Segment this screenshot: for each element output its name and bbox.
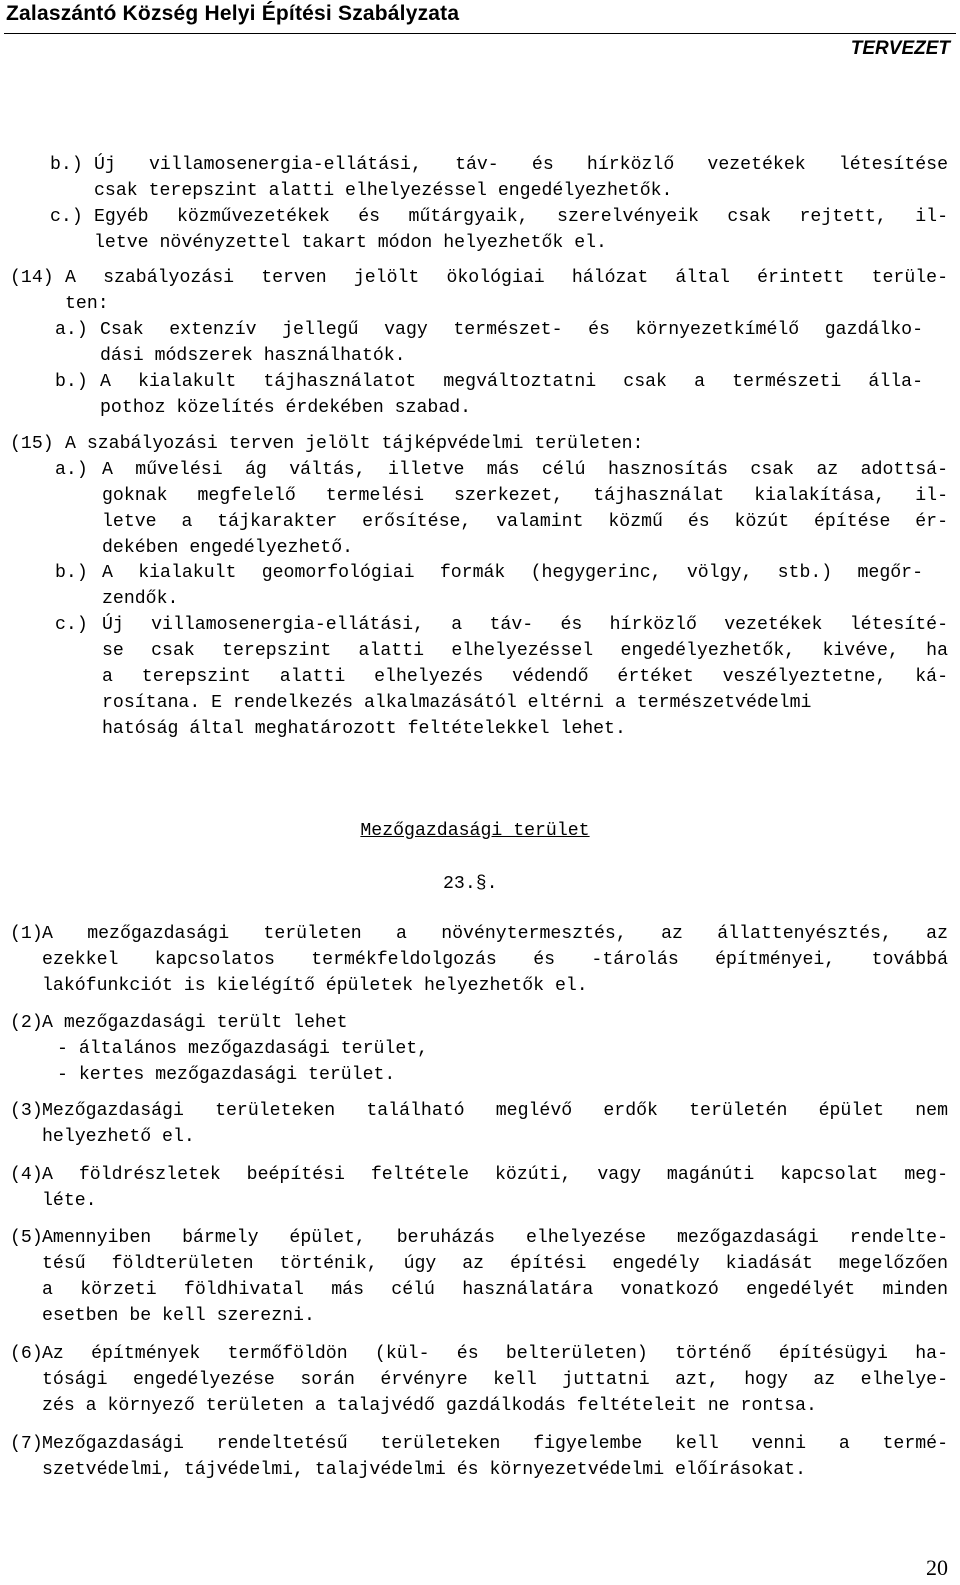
sub-list-item: - kertes mezőgazdasági terület. [57,1065,396,1085]
item-text-line: dekében engedélyezhető. [102,538,354,558]
paragraph-label: (3) [10,1101,43,1121]
paragraph-label: (4) [10,1165,43,1185]
paragraph-label: (6) [10,1344,43,1364]
item-text-line: Egyéb közművezetékek és műtárgyaik, szerelvényeik csak rejtett, il- [94,207,948,227]
item-text-line: hatóság által meghatározott feltételekkel lehet. [102,719,626,739]
item-label: b.) [50,155,83,175]
paragraph-text-line: tésű földterületen történik, úgy az építési engedély kiadását megelőzően [42,1254,948,1274]
item-text-line: Új villamosenergia-ellátási, a táv- és hírközlő vezetékek létesíté- [102,615,948,635]
paragraph-text-line: Az építmények termőföldön (kül- és belterületen) történő építésügyi ha- [42,1344,948,1364]
item-label: b.) [55,563,88,583]
item-label: c.) [55,615,88,635]
paragraph-text-line: A földrészletek beépítési feltétele közúti, vagy magánúti kapcsolat meg- [42,1165,948,1185]
paragraph-text-line: A szabályozási terven jelölt tájképvédelmi területen: [65,434,644,454]
document-status: TERVEZET [850,38,950,59]
paragraph-text-line: helyezhető el. [42,1127,195,1147]
paragraph-text-line: léte. [42,1191,97,1211]
header-rule [4,33,956,34]
paragraph-text-line: ten: [65,294,109,314]
item-label: a.) [55,320,88,340]
paragraph-label: (15) [10,434,54,454]
paragraph-text-line: A mezőgazdasági terült lehet [42,1013,348,1033]
paragraph-text-line: tósági engedélyezése során érvényre kell juttatni azt, hogy az elhelye- [42,1370,948,1390]
paragraph-text-line: Mezőgazdasági rendeltetésű területeken figyelembe kell venni a termé- [42,1434,948,1454]
paragraph-text-line: A mezőgazdasági területen a növénytermesztés, az állattenyésztés, az [42,924,948,944]
item-text-line: zendők. [102,589,179,609]
item-text-line: letve a tájkarakter erősítése, valamint közmű és közút építése ér- [102,512,948,532]
item-text-line: A kialakult geomorfológiai formák (hegygerinc, völgy, stb.) megőr- [102,563,923,583]
paragraph-label: (7) [10,1434,43,1454]
item-text-line: csak terepszint alatti elhelyezéssel engedélyezhetők. [94,181,673,201]
paragraph-text-line: A szabályozási terven jelölt ökológiai hálózat által érintett terüle- [65,268,948,288]
page-number: 20 [926,1555,948,1580]
item-text-line: pothoz közelítés érdekében szabad. [100,398,472,418]
item-label: a.) [55,460,88,480]
paragraph-text-line: lakófunkciót is kielégítő épületek helyezhetők el. [42,976,588,996]
item-text-line: Új villamosenergia-ellátási, táv- és hírközlő vezetékek létesítése [94,155,948,175]
section-title: Mezőgazdasági terület [360,821,590,841]
item-text-line: Csak extenzív jellegű vagy természet- és környezetkímélő gazdálko- [100,320,923,340]
sub-list-item: - általános mezőgazdasági terület, [57,1039,429,1059]
item-text-line: se csak terepszint alatti elhelyezéssel engedélyezhetők, kivéve, ha [102,641,948,661]
item-text-line: a terepszint alatti elhelyezés védendő értéket veszélyeztetne, ká- [102,667,948,687]
paragraph-text-line: Mezőgazdasági területeken található meglévő erdők területén épület nem [42,1101,948,1121]
item-text-line: A kialakult tájhasználatot megváltoztatni csak a természeti álla- [100,372,923,392]
item-text-line: rosítana. E rendelkezés alkalmazásától eltérni a természetvédelmi [102,693,812,713]
item-label: b.) [55,372,88,392]
paragraph-text-line: zés a környező területen a talajvédő gazdálkodás feltételeit ne rontsa. [42,1396,817,1416]
section-number: 23.§. [443,874,498,894]
item-text-line: letve növényzettel takart módon helyezhetők el. [94,233,607,253]
paragraph-text-line: ezekkel kapcsolatos termékfeldolgozás és -tárolás építményei, továbbá [42,950,948,970]
item-text-line: dási módszerek használhatók. [100,346,406,366]
paragraph-label: (14) [10,268,54,288]
paragraph-text-line: Amennyiben bármely épület, beruházás elhelyezése mezőgazdasági rendelte- [42,1228,948,1248]
paragraph-label: (1) [10,924,43,944]
item-text-line: goknak megfelelő termelési szerkezet, tájhasználat kialakítása, il- [102,486,948,506]
paragraph-label: (5) [10,1228,43,1248]
paragraph-text-line: a körzeti földhivatal más célú használatára vonatkozó engedélyét minden [42,1280,948,1300]
item-text-line: A művelési ág váltás, illetve más célú hasznosítás csak az adottsá- [102,460,948,480]
paragraph-text-line: szetvédelmi, tájvédelmi, talajvédelmi és környezetvédelmi előírásokat. [42,1460,806,1480]
document-title: Zalaszántó Község Helyi Építési Szabályzata [6,2,460,25]
paragraph-text-line: esetben be kell szerezni. [42,1306,315,1326]
item-label: c.) [50,207,83,227]
paragraph-label: (2) [10,1013,43,1033]
